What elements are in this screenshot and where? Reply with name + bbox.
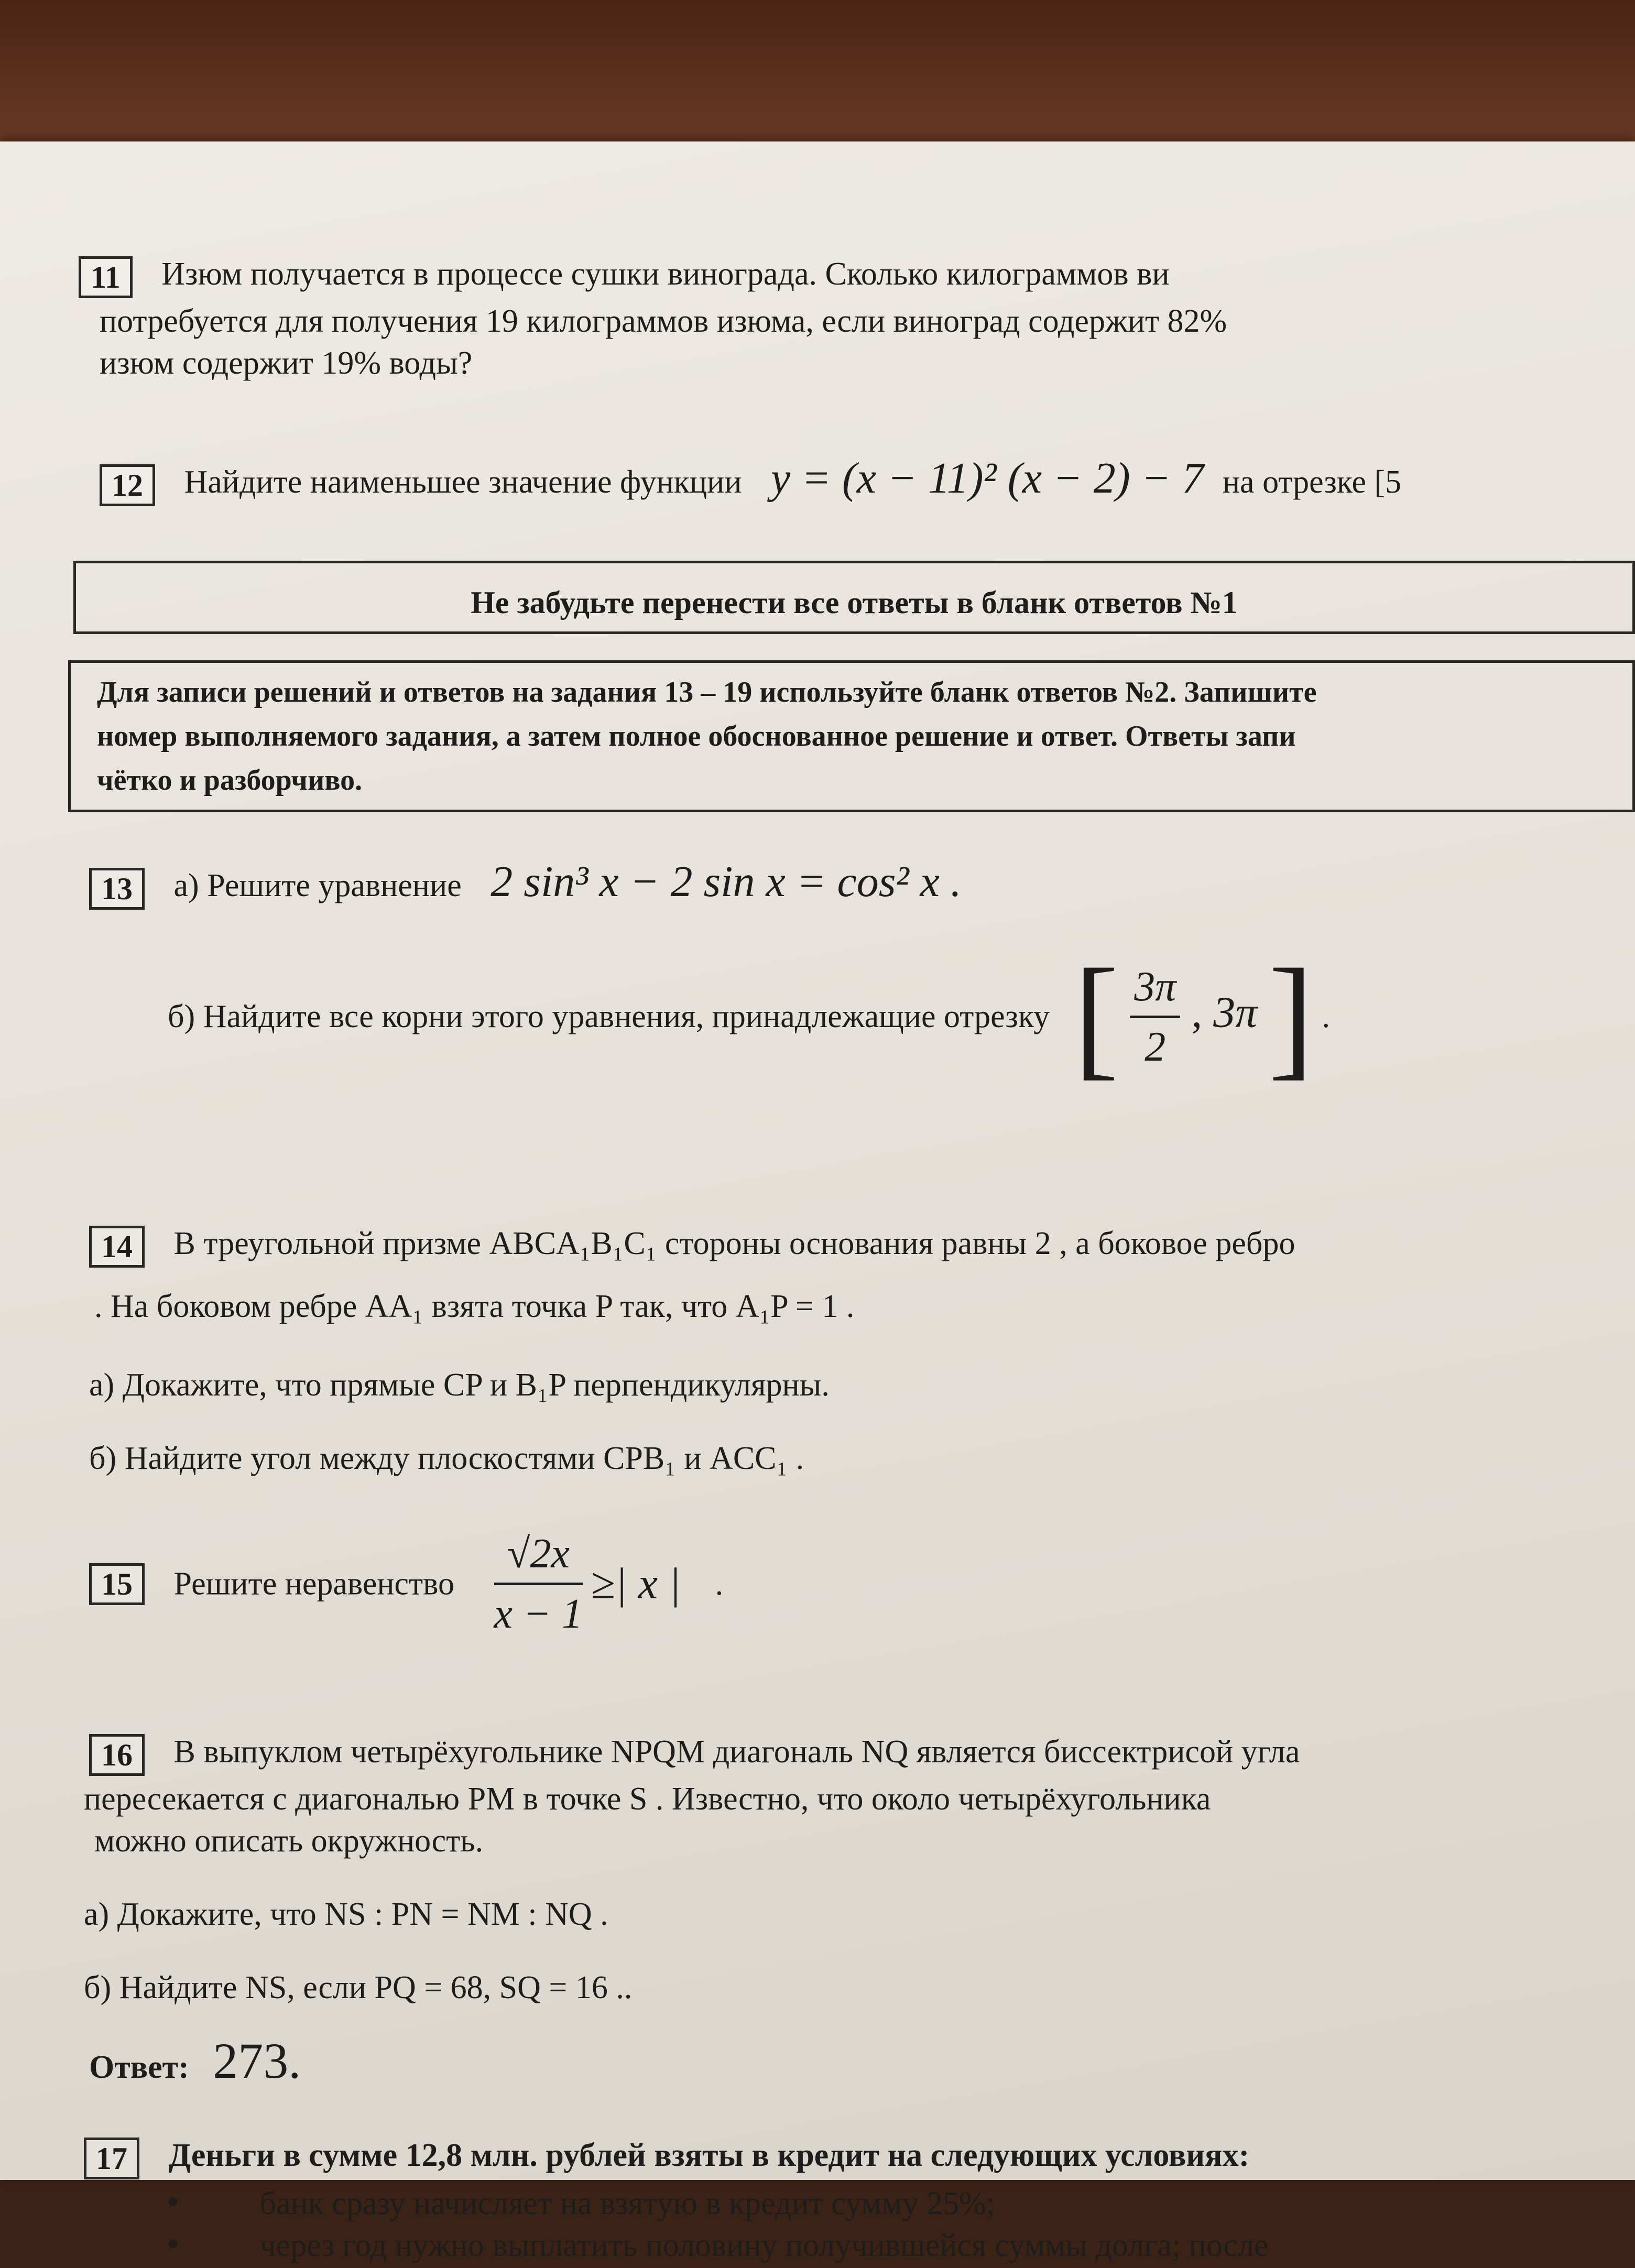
problem-number-17: 17 — [84, 2138, 139, 2179]
problem-number-12: 12 — [100, 464, 155, 506]
bullet-icon: • — [166, 2224, 180, 2264]
problem-14-line2: . На боковом ребре AA₁ взята точка P так, что A₁P = 1 . — [94, 1289, 855, 1324]
problem-17-bullet2 — [94, 2222, 1635, 2268]
fraction-numerator: √2x — [494, 1525, 583, 1585]
problem-16-b: б) Найдите NS, если PQ = 68, SQ = 16 .. — [84, 1970, 633, 2005]
fraction-denominator: x − 1 — [494, 1591, 583, 1637]
problem-14-a: а) Докажите, что прямые CP и B₁P перпендикулярны. — [89, 1367, 830, 1403]
bullet-icon: • — [166, 2182, 180, 2222]
problem-15 — [89, 1525, 1635, 1677]
answer-label: Ответ: — [89, 2049, 189, 2085]
problem-12-formula: y = (x − 11)² (x − 2) − 7 — [770, 456, 1204, 503]
problem-14-b: б) Найдите угол между плоскостями CPB₁ и ACC₁ . — [89, 1441, 804, 1476]
exam-paper — [0, 141, 1635, 2264]
instructions-box — [68, 660, 1635, 812]
problem-17-bullet1 — [94, 2180, 1635, 2226]
problem-16-line1: В выпуклом четырёхугольнике NPQM диагональ NQ является биссектрисой угла — [173, 1734, 1300, 1770]
instructions-line1: Для записи решений и ответов на задания 13 – 19 используйте бланк ответов №2. Запишите — [97, 676, 1317, 708]
answer-line — [89, 2038, 1635, 2090]
instructions-line2: номер выполняемого задания, а затем полное обоснованное решение и ответ. Ответы запи — [97, 720, 1296, 753]
problem-11-line2: потребуется для получения 19 килограммов изюма, если виноград содержит 82% — [100, 303, 1227, 339]
problem-13-a-formula: 2 sin³ x − 2 sin x = cos² x . — [490, 859, 962, 906]
problem-13-b-text: б) Найдите все корни этого уравнения, принадлежащие отрезку — [168, 999, 1050, 1034]
fraction-numerator: 3π — [1130, 958, 1180, 1018]
fraction-sqrt2x-over-x-1 — [494, 1525, 583, 1643]
problem-13-a-text: а) Решите уравнение — [173, 868, 462, 903]
problem-11-line3: изюм содержит 19% воды? — [100, 345, 473, 381]
problem-13-a — [89, 859, 1635, 910]
problem-number-13: 13 — [89, 868, 145, 910]
right-bracket: ] — [1268, 948, 1314, 1092]
problem-number-14: 14 — [89, 1226, 145, 1268]
reminder-box — [73, 561, 1635, 634]
problem-14 — [89, 1221, 1635, 1268]
problem-16-line3: можно описать окружность. — [94, 1823, 484, 1859]
problem-11 — [79, 252, 1635, 298]
problem-12-tail: на отрезке [5 — [1222, 464, 1402, 500]
problem-16-line2: пересекается с диагональю PM в точке S . Известно, что около четырёхугольника — [84, 1781, 1211, 1817]
problem-15-end: . — [715, 1566, 724, 1602]
problem-13-b-end: . — [1322, 999, 1330, 1034]
instructions-line3: чётко и разборчиво. — [97, 764, 363, 797]
problem-number-15: 15 — [89, 1563, 145, 1605]
interval — [1073, 948, 1314, 1092]
problem-17-line1: Деньги в сумме 12,8 млн. рублей взяты в кредит на следующих условиях: — [168, 2138, 1250, 2173]
interval-right-end: , 3π — [1191, 988, 1258, 1037]
fraction-denominator: 2 — [1144, 1023, 1166, 1070]
problem-13-b — [168, 948, 1635, 1116]
fraction-3pi-2 — [1130, 958, 1180, 1076]
problem-number-16: 16 — [89, 1734, 145, 1776]
problem-15-relation: ≥| x | — [591, 1559, 681, 1608]
problem-16 — [89, 1729, 1635, 1776]
problem-14-line1: В треугольной призме ABCA₁B₁C₁ стороны основания равны 2 , а боковое ребро — [173, 1226, 1295, 1261]
problem-17-bullet2-text: через год нужно выплатить половину получившейся суммы долга; после — [259, 2228, 1269, 2263]
left-bracket: [ — [1073, 948, 1119, 1092]
problem-16-a: а) Докажите, что NS : PN = NM : NQ . — [84, 1896, 608, 1932]
problem-number-11: 11 — [79, 256, 133, 298]
reminder-text: Не забудьте перенести все ответы в бланк ответов №1 — [471, 585, 1238, 620]
answer-value: 273. — [213, 2038, 301, 2089]
problem-12-text: Найдите наименьшее значение функции — [184, 464, 742, 500]
problem-17 — [84, 2133, 1635, 2179]
problem-17-bullet1-text: банк сразу начисляет на взятую в кредит сумму 25%; — [259, 2186, 995, 2221]
problem-15-text: Решите неравенство — [173, 1566, 455, 1602]
problem-12 — [100, 456, 1635, 506]
problem-11-line1: Изюм получается в процессе сушки винограда. Сколько килограммов ви — [161, 256, 1170, 292]
